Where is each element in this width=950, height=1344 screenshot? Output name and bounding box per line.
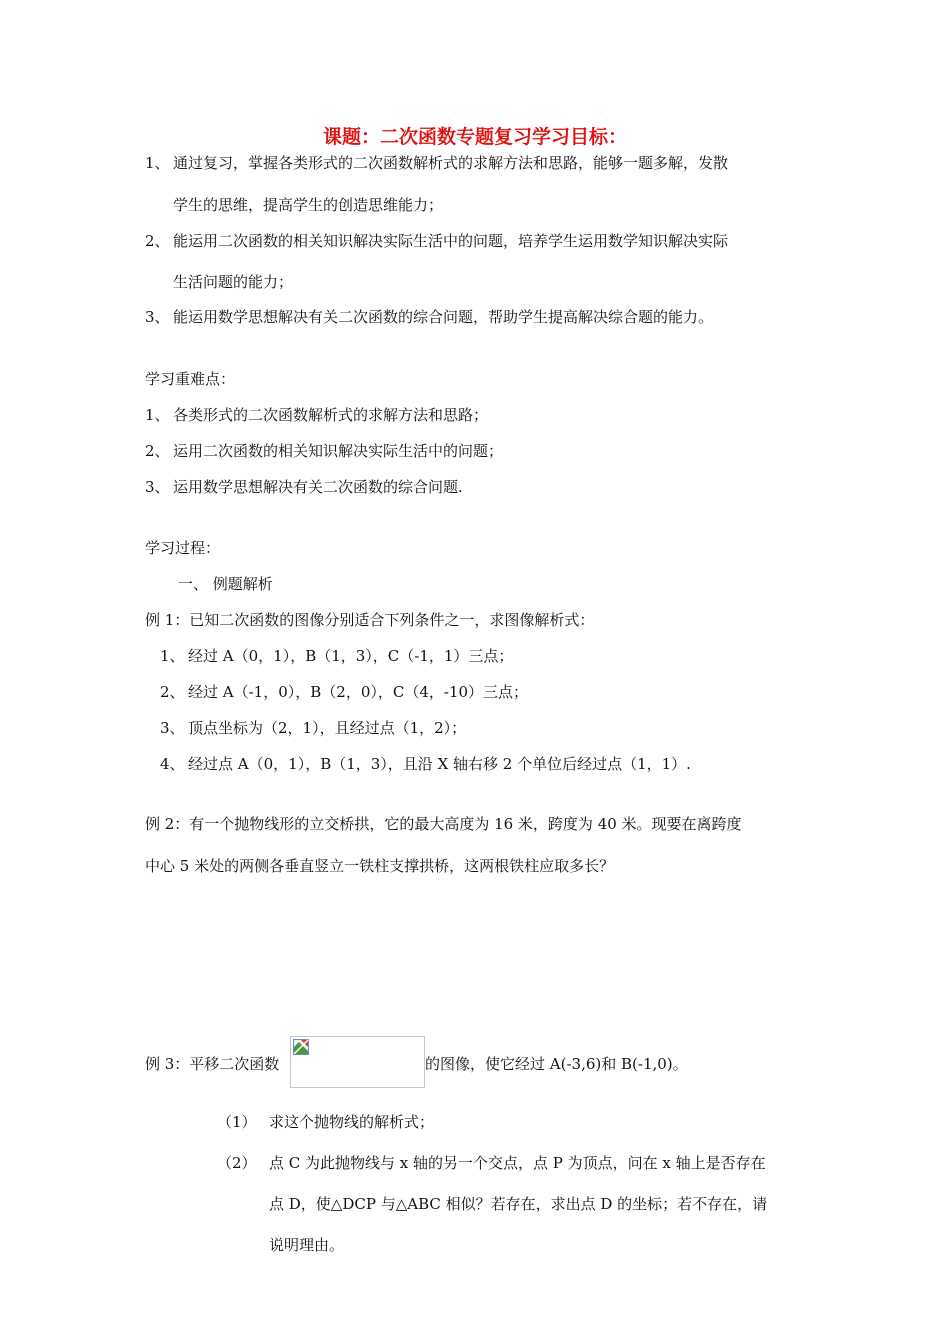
example-3-part-2-line-2: 点 D，使△DCP 与△ABC 相似？若存在，求出点 D 的坐标；若不存在，请 — [269, 1195, 768, 1213]
list-number: 2、 — [145, 442, 170, 460]
example-3-part-2-line-3: 说明理由。 — [269, 1236, 345, 1254]
example-1-intro: 例 1：已知二次函数的图像分别适合下列条件之一，求图像解析式： — [145, 611, 595, 629]
list-number: 1、 — [145, 154, 170, 172]
example-part-text: 点 C 为此抛物线与 x 轴的另一个交点，点 P 为顶点，问在 x 轴上是否存在 — [269, 1154, 766, 1172]
example-item-text: 经过 A（0，1），B（1，3），C（-1，1）三点； — [188, 647, 514, 665]
objective-1-continued: 学生的思维，提高学生的创造思维能力； — [173, 196, 444, 214]
example-3-suffix: 的图像，使它经过 A(-3,6)和 B(-1,0)。 — [425, 1055, 688, 1073]
example-3-prefix: 例 3：平移二次函数 — [145, 1055, 280, 1073]
broken-image-icon — [293, 1039, 309, 1055]
example-item-text: 顶点坐标为（2，1），且经过点（1，2）； — [188, 719, 467, 737]
list-number: 1、 — [160, 647, 185, 665]
example-1-item-3 — [160, 717, 466, 738]
list-number: 3、 — [160, 719, 185, 737]
example-3-part-2 — [217, 1152, 766, 1173]
example-item-text: 经过 A（-1，0），B（2，0），C（4，-10）三点； — [188, 683, 529, 701]
difficulty-text: 各类形式的二次函数解析式的求解方法和思路； — [173, 406, 489, 424]
example-1-item-4 — [160, 753, 691, 774]
example-2-line-2: 中心 5 米处的两侧各垂直竖立一铁柱支撑拱桥，这两根铁柱应取多长？ — [145, 857, 615, 875]
list-number: 3、 — [145, 308, 170, 326]
objective-2 — [145, 230, 728, 251]
list-number: 3、 — [145, 478, 170, 496]
objective-text: 能运用二次函数的相关知识解决实际生活中的问题，培养学生运用数学知识解决实际 — [173, 232, 729, 250]
list-number: （2） — [217, 1154, 257, 1172]
difficulty-text: 运用数学思想解决有关二次函数的综合问题. — [173, 478, 463, 496]
objective-3 — [145, 306, 713, 327]
difficulty-1 — [145, 404, 488, 425]
example-item-text: 经过点 A（0，1），B（1，3），且沿 X 轴右移 2 个单位后经过点（1，1）. — [188, 755, 691, 773]
list-number: 4、 — [160, 755, 185, 773]
difficulty-2 — [145, 440, 503, 461]
process-heading: 学习过程： — [145, 539, 221, 557]
list-number: （1） — [217, 1113, 257, 1131]
objective-text: 通过复习，掌握各类形式的二次函数解析式的求解方法和思路，能够一题多解，发散 — [173, 154, 729, 172]
example-1-item-1 — [160, 645, 513, 666]
difficulty-text: 运用二次函数的相关知识解决实际生活中的问题； — [173, 442, 504, 460]
list-number: 2、 — [160, 683, 185, 701]
section-heading: 一、 例题解析 — [178, 575, 273, 593]
example-3-part-1 — [217, 1111, 434, 1132]
objective-2-continued: 生活问题的能力； — [173, 273, 294, 291]
list-number: 2、 — [145, 232, 170, 250]
example-1-item-2 — [160, 681, 528, 702]
list-number: 1、 — [145, 406, 170, 424]
difficulties-heading: 学习重难点： — [145, 370, 236, 388]
page-title: 课题：二次函数专题复习学习目标： — [322, 126, 627, 148]
formula-image — [290, 1036, 425, 1088]
example-part-text: 求这个抛物线的解析式； — [269, 1113, 435, 1131]
objective-text: 能运用数学思想解决有关二次函数的综合问题，帮助学生提高解决综合题的能力。 — [173, 308, 714, 326]
difficulty-3 — [145, 476, 463, 497]
example-2-line-1: 例 2：有一个抛物线形的立交桥拱，它的最大高度为 16 米，跨度为 40 米。现要在离跨度 — [145, 815, 742, 833]
objective-1 — [145, 152, 728, 173]
